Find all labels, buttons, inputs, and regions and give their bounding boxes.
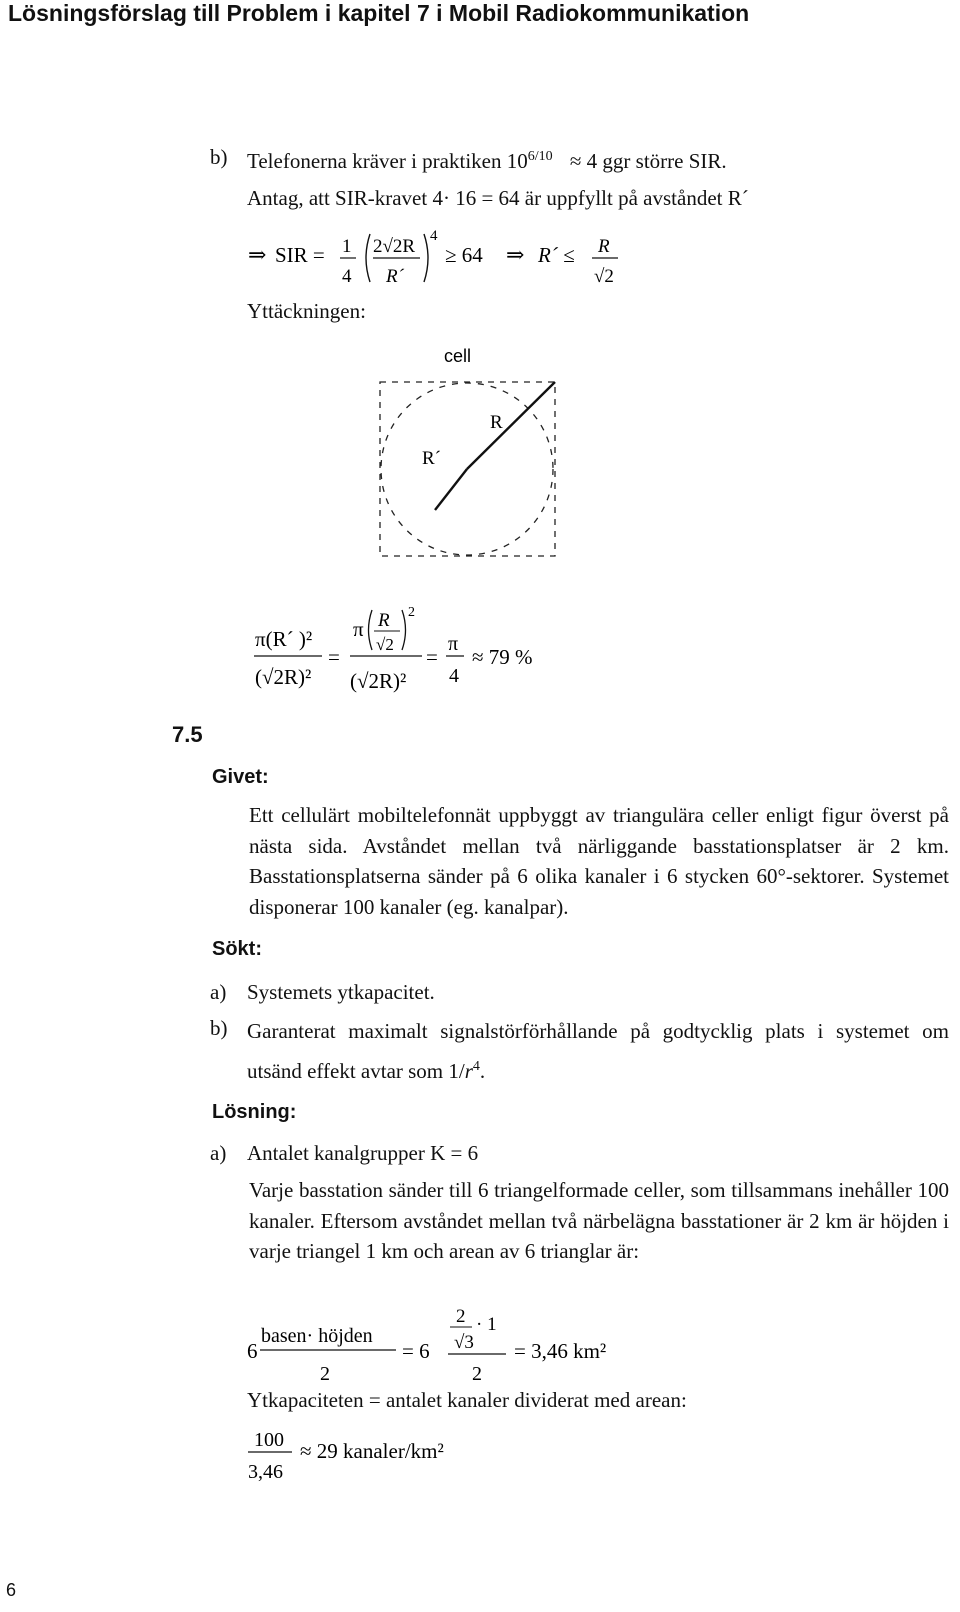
givet-text: Ett cellulärt mobiltelefonnät uppbyggt av triangulära celler enligt figur överst på nästa sida. Avståndet mellan två närliggande basstationsplatser är 2 km. Basstationsplatserna sänder på 6 olika kanaler i 6 stycken 60°-sektorer. Systemet disponerar 100 kanaler (eg. kanalpar). [249, 803, 949, 919]
cap-den: 3,46 [248, 1461, 283, 1483]
givet-heading: Givet: [212, 766, 269, 788]
area-den2: 2 [472, 1363, 482, 1385]
area-den: 2 [320, 1363, 330, 1385]
eq-one: = [328, 645, 340, 669]
capacity-equation [244, 1420, 564, 1486]
losning-paragraph: Varje basstation sänder till 6 triangelformade celler, som tillsammans inehåller 100 kanaler. Eftersom avståndet mellan två närbelägna basstationer är 2 km är höjden i varje triangel 1 km och arean av 6 trianglar är: [249, 1178, 949, 1263]
cell-figure [370, 340, 570, 570]
mid-den: (√2R)² [350, 669, 407, 693]
inner-den: R´ [386, 266, 404, 287]
cell-label: cell [444, 346, 472, 366]
r-num: R [598, 236, 610, 257]
sir-label: SIR = [275, 243, 325, 267]
ratio-equation [250, 600, 570, 700]
sokt-b-label: b) [210, 1016, 228, 1040]
area-num: basen· höjden [261, 1325, 373, 1347]
frac-num: 1 [342, 236, 352, 257]
area-six: 6 [247, 1339, 258, 1363]
capacity-line: Ytkapaciteten = antalet kanaler dividerat med arean: [247, 1388, 687, 1412]
sokt-heading: Sökt: [212, 938, 262, 960]
area-result: = 3,46 km² [514, 1339, 607, 1363]
sokt-b-exp: 4 [472, 1059, 480, 1074]
rhs-num: π [448, 633, 459, 655]
sir-equation [240, 220, 660, 298]
inner-num: 2√2R [373, 236, 416, 257]
sokt-b-end: . [479, 1059, 486, 1083]
sokt-b-main: Garanterat maximalt signalstörförhållande på godtycklig plats i systemet om utsänd effekt avtar som 1/ [247, 1019, 949, 1083]
sokt-a-label: a) [210, 980, 227, 1004]
part-b-line1-post: ≈ 4 ggr större SIR. [569, 149, 727, 173]
page-header: Lösningsförslag till Problem i kapitel 7 i Mobil Radiokommunikation [8, 0, 750, 26]
area-eq1: = 6 [402, 1339, 430, 1363]
r-label: R [490, 412, 503, 433]
rprime-le: R´ ≤ [538, 243, 575, 267]
part-b-line1-exp: 6/10 [527, 149, 553, 164]
approx-79: ≈ 79 % [472, 645, 533, 669]
radius-rprime-line [435, 469, 467, 510]
eq-two: = [426, 645, 438, 669]
cap-num: 100 [254, 1429, 284, 1451]
ge-64: ≥ 64 [445, 243, 483, 267]
rprime-label: R´ [422, 448, 441, 469]
losning-a-label: a) [210, 1141, 227, 1165]
sokt-b-var: r [464, 1059, 473, 1083]
coverage-label: Yttäckningen: [247, 299, 366, 323]
cap-result: ≈ 29 kanaler/km² [300, 1439, 444, 1463]
exp-four: 4 [430, 228, 438, 244]
area-num2b: · 1 [476, 1314, 497, 1335]
sokt-b-text [247, 1013, 949, 1089]
page-number: 6 [6, 1580, 17, 1600]
area-sqrt3: √3 [454, 1332, 474, 1353]
part-b-line1 [247, 142, 727, 176]
mid-sqrt2: √2 [376, 635, 394, 654]
rhs-den: 4 [449, 665, 459, 687]
implies-symbol-1: ⇒ [248, 242, 267, 267]
lhs-num: π(R´ )² [255, 627, 313, 651]
mid-r: R [378, 610, 390, 631]
r-den: √2 [594, 266, 614, 287]
area-num2a: 2 [456, 1306, 466, 1327]
implies-symbol-2: ⇒ [506, 242, 525, 267]
area-equation [244, 1298, 664, 1390]
part-b-line1-pre: Telefonerna kräver i praktiken 10 [247, 149, 528, 173]
part-b-line2: Antag, att SIR-kravet 4· 16 = 64 är uppfyllt på avståndet R´ [247, 186, 749, 210]
losning-a-text: Antalet kanalgrupper K = 6 [247, 1141, 479, 1165]
sokt-a-text: Systemets ytkapacitet. [247, 980, 435, 1004]
part-b-label: b) [210, 145, 228, 169]
mid-exp: 2 [408, 605, 415, 620]
lhs-den: (√2R)² [255, 665, 312, 689]
frac-den: 4 [342, 266, 352, 287]
losning-heading: Lösning: [212, 1101, 297, 1123]
problem-number: 7.5 [172, 722, 203, 747]
mid-pi: π [353, 617, 364, 641]
